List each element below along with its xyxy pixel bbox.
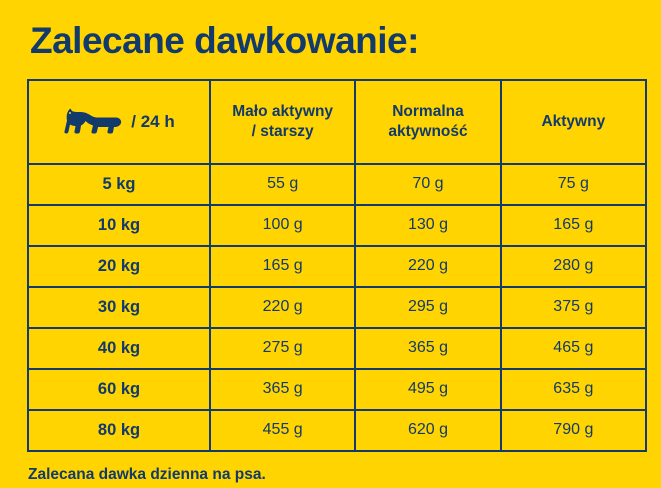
cell-weight: 5 kg (28, 164, 210, 205)
column-header-active (501, 80, 646, 164)
column-header-low-activity-line1: Mało aktywny (232, 103, 334, 121)
table-row (28, 246, 646, 287)
cell-weight: 40 kg (28, 328, 210, 369)
column-header-normal-activity-line1: Normalna (392, 103, 464, 121)
cell-active: 75 g (501, 164, 646, 205)
column-header-hours-label: / 24 h (131, 112, 175, 132)
cell-normal: 70 g (355, 164, 500, 205)
cell-low: 455 g (210, 410, 355, 451)
column-header-low-activity-line2: / starszy (251, 122, 314, 140)
cell-low: 100 g (210, 205, 355, 246)
cell-weight: 30 kg (28, 287, 210, 328)
cell-active: 165 g (501, 205, 646, 246)
table-header-row (28, 80, 646, 164)
table-row (28, 164, 646, 205)
cell-normal: 220 g (355, 246, 500, 287)
table-row (28, 328, 646, 369)
table-row (28, 410, 646, 451)
dog-icon (63, 107, 123, 137)
cell-normal: 495 g (355, 369, 500, 410)
footnote-text: Zalecana dawka dzienna na psa. (28, 465, 266, 483)
cell-weight: 20 kg (28, 246, 210, 287)
cell-weight: 80 kg (28, 410, 210, 451)
cell-low: 55 g (210, 164, 355, 205)
cell-low: 275 g (210, 328, 355, 369)
cell-low: 365 g (210, 369, 355, 410)
column-header-weight (28, 80, 210, 164)
column-header-normal-activity (355, 80, 500, 164)
table-row (28, 205, 646, 246)
cell-active: 280 g (501, 246, 646, 287)
table-body (28, 164, 646, 451)
table-row (28, 287, 646, 328)
cell-active: 465 g (501, 328, 646, 369)
column-header-normal-activity-line2: aktywność (388, 122, 468, 140)
cell-active: 375 g (501, 287, 646, 328)
cell-normal: 295 g (355, 287, 500, 328)
cell-normal: 365 g (355, 328, 500, 369)
table-header (28, 80, 646, 164)
cell-low: 165 g (210, 246, 355, 287)
column-header-low-activity (210, 80, 355, 164)
dosage-table-wrapper (18, 79, 643, 452)
cell-weight: 60 kg (28, 369, 210, 410)
dosage-table (27, 79, 647, 452)
cell-normal: 130 g (355, 205, 500, 246)
page-title: Zalecane dawkowanie: (30, 20, 419, 61)
column-header-active-line1: Aktywny (541, 113, 606, 131)
table-row (28, 369, 646, 410)
cell-low: 220 g (210, 287, 355, 328)
cell-active: 790 g (501, 410, 646, 451)
cell-normal: 620 g (355, 410, 500, 451)
cell-active: 635 g (501, 369, 646, 410)
cell-weight: 10 kg (28, 205, 210, 246)
